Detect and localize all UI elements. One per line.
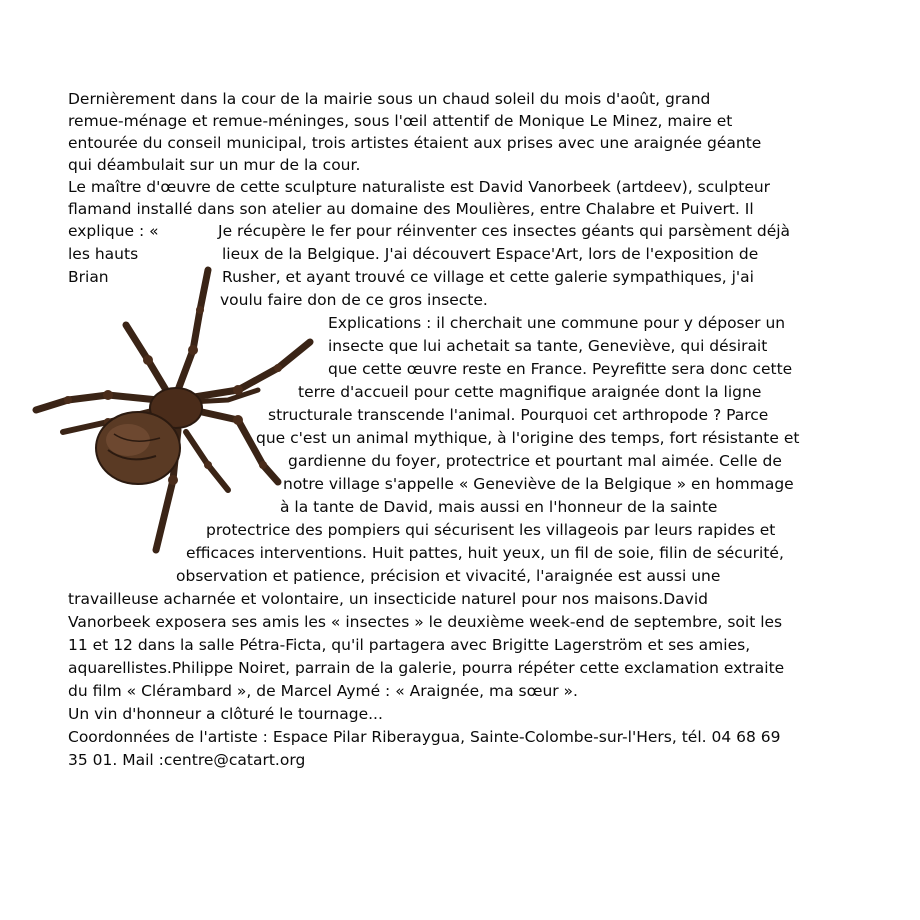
text-line-9b: Rusher, et ayant trouvé ce village et cette galerie sympathiques, j'ai <box>222 268 754 286</box>
text-line-4: qui déambulait sur un mur de la cour. <box>68 156 361 174</box>
text-line-9a: Brian <box>68 268 109 286</box>
text-line-2: remue-ménage et remue-méninges, sous l'œil attentif de Monique Le Minez, maire et <box>68 112 733 130</box>
text-line-27: du film « Clérambard », de Marcel Aymé : « Araignée, ma sœur ». <box>68 682 578 700</box>
text-line-25: 11 et 12 dans la salle Pétra-Ficta, qu'il partagera avec Brigitte Lagerström et ses amies, <box>68 636 751 654</box>
text-line-26: aquarellistes.Philippe Noiret, parrain de la galerie, pourra répéter cette exclamation extraite <box>68 659 785 677</box>
text-line-29: Coordonnées de l'artiste : Espace Pilar Riberaygua, Sainte-Colombe-sur-l'Hers, tél. 04 68 69 <box>68 728 781 746</box>
text-line-21: efficaces interventions. Huit pattes, huit yeux, un fil de soie, filin de sécurité, <box>186 544 784 562</box>
text-line-14: terre d'accueil pour cette magnifique araignée dont la ligne <box>298 383 762 401</box>
text-line-12: insecte que lui achetait sa tante, Geneviève, qui désirait <box>328 337 768 355</box>
text-line-22: observation et patience, précision et vivacité, l'araignée est aussi une <box>176 567 721 585</box>
text-line-8a: les hauts <box>68 245 139 263</box>
text-line-28: Un vin d'honneur a clôturé le tournage... <box>68 705 383 723</box>
text-line-1: Dernièrement dans la cour de la mairie sous un chaud soleil du mois d'août, grand <box>68 90 711 108</box>
text-line-24: Vanorbeek exposera ses amis les « insectes » le deuxième week-end de septembre, soit les <box>68 613 783 631</box>
text-line-5: Le maître d'œuvre de cette sculpture naturaliste est David Vanorbeek (artdeev), sculpteur <box>68 178 771 196</box>
text-line-6: flamand installé dans son atelier au domaine des Moulières, entre Chalabre et Puivert. Il <box>68 200 754 218</box>
text-line-17: gardienne du foyer, protectrice et pourtant mal aimée. Celle de <box>288 452 782 470</box>
text-line-30: 35 01. Mail :centre@catart.org <box>68 751 306 769</box>
text-line-8b: lieux de la Belgique. J'ai découvert Espace'Art, lors de l'exposition de <box>222 245 759 263</box>
text-line-3: entourée du conseil municipal, trois artistes étaient aux prises avec une araignée géante <box>68 134 762 152</box>
text-line-18: notre village s'appelle « Geneviève de la Belgique » en hommage <box>283 475 794 493</box>
text-line-11: Explications : il cherchait une commune pour y déposer un <box>328 314 786 332</box>
text-line-7a: explique : « <box>68 222 159 240</box>
text-line-23: travailleuse acharnée et volontaire, un insecticide naturel pour nos maisons.David <box>68 590 708 608</box>
text-line-7b: Je récupère le fer pour réinventer ces insectes géants qui parsèment déjà <box>218 222 791 240</box>
text-line-10: voulu faire don de ce gros insecte. <box>220 291 488 309</box>
text-line-16: que c'est un animal mythique, à l'origine des temps, fort résistante et <box>256 429 800 447</box>
text-line-13: que cette œuvre reste en France. Peyrefitte sera donc cette <box>328 360 793 378</box>
text-line-19: à la tante de David, mais aussi en l'honneur de la sainte <box>280 498 718 516</box>
text-line-20: protectrice des pompiers qui sécurisent les villageois par leurs rapides et <box>206 521 776 539</box>
text-line-15: structurale transcende l'animal. Pourquoi cet arthropode ? Parce <box>268 406 769 424</box>
